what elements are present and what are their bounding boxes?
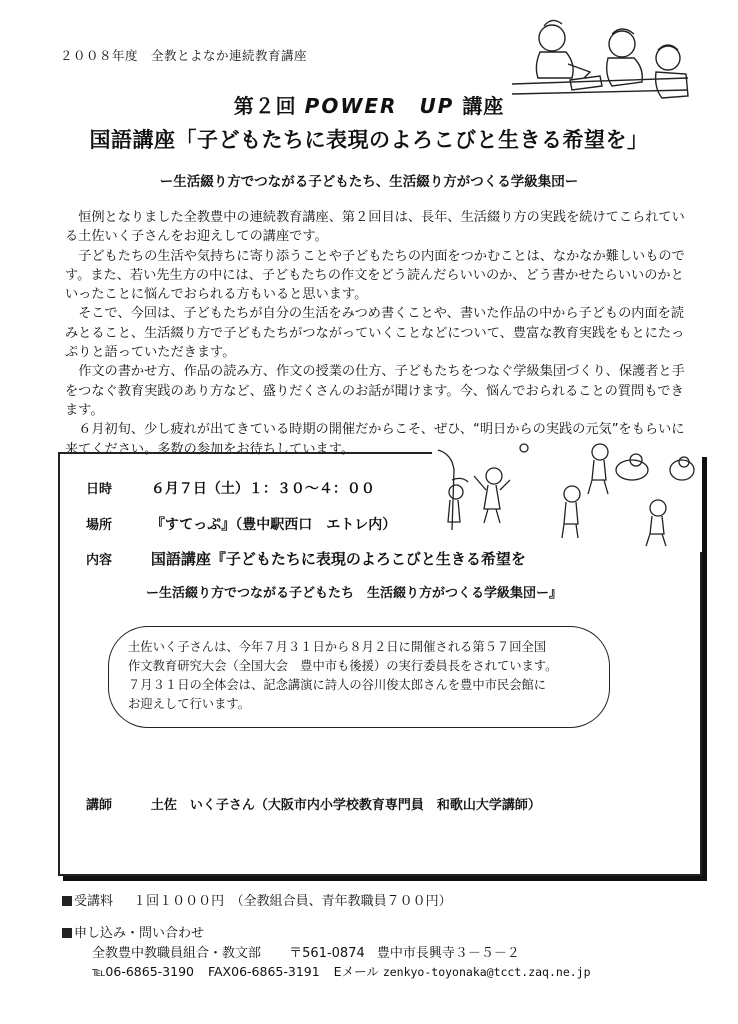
content-value: 国語講座『子どもたちに表現のよろこびと生きる希望を xyxy=(150,550,526,568)
fee-label: 受講料 xyxy=(74,894,114,909)
course-series-header: ２００８年度 全教とよなか連続教育講座 xyxy=(60,48,308,63)
lecturer-row xyxy=(86,794,541,813)
date-row xyxy=(86,478,375,498)
contact-postal: 〒561-0874 xyxy=(289,946,365,961)
playing-children-illustration xyxy=(432,440,702,552)
note-line: お迎えして行います。 xyxy=(128,697,250,711)
content-subtitle: ー生活綴り方でつながる子どもたち 生活綴り方がつくる学級集団ー』 xyxy=(146,586,563,601)
intro-paragraph: 子どもたちの生活や気持ちに寄り添うことや子どもたちの内面をつかむことは、なかなか難しいものです。また、若い先生方の中には、子どもたちの作文をどう読んだらいいのか、どう書かせたらいいのかといったことに悩んでおられる方もいると思います。 xyxy=(65,248,685,303)
bullet-square-icon xyxy=(62,896,72,906)
contact-address: 豊中市長興寺３－５－２ xyxy=(376,946,520,961)
contact-address-line xyxy=(92,942,520,961)
lecture-title: 国語講座「子どもたちに表現のよろこびと生きる希望を」 xyxy=(89,128,649,152)
event-title-prefix: 第２回 xyxy=(233,94,297,118)
contact-tel: ℡06-6865-3190 xyxy=(92,964,194,979)
place-row xyxy=(86,514,396,534)
contact-org: 全教豊中教職員組合・教文部 xyxy=(92,946,262,961)
bullet-square-icon xyxy=(62,928,72,938)
contact-phone-line xyxy=(92,962,591,980)
fee-line xyxy=(62,890,452,909)
event-title-english: POWER UP xyxy=(304,94,455,118)
contact-label: 申し込み・問い合わせ xyxy=(74,926,205,941)
intro-paragraph: 作文の書かせ方、作品の読み方、作文の授業の仕方、子どもたちをつなぐ学級集団づくり、保護者と手をつなぐ教育実践のあり方など、盛りだくさんのお話が聞けます。今、悩んでおられることの質問もできます。 xyxy=(65,364,685,418)
note-line: 作文教育研究大会（全国大会 豊中市も後援）の実行委員長をされています。 xyxy=(128,659,558,673)
lecturer-value: 土佐 いく子さん（大阪市内小学校教育専門員 和歌山大学講師） xyxy=(150,798,541,813)
place-label: 場所 xyxy=(86,518,113,533)
intro-paragraph: 恒例となりました全教豊中の連続教育講座、第２回目は、長年、生活綴り方の実践を続けてこられている土佐いく子さんをお迎えしての講座です。 xyxy=(65,210,685,245)
date-value: ６月７日（土）１：３０～４：００ xyxy=(150,481,375,497)
intro-paragraph: そこで、今回は、子どもたちが自分の生活をみつめ書くことや、書いた作品の中から子どもの内面を読みとること、生活綴り方で子どもたちがつながっていくことなどについて、豊富な教育実践をもとにたっぷりと語っていただきます。 xyxy=(65,306,685,361)
contact-fax: FAX06-6865-3191 xyxy=(207,964,320,979)
note-line: ７月３１日の全体会は、記念講演に詩人の谷川俊太郎さんを豊中市民会館に xyxy=(128,678,547,692)
contact-heading xyxy=(62,922,204,941)
event-title-suffix: 講座 xyxy=(462,94,505,118)
place-value: 『すてっぷ』（豊中駅西口 エトレ内） xyxy=(150,517,397,533)
intro-text xyxy=(65,208,690,459)
intro-paragraph: ６月初旬、少し疲れが出てきている時期の開催だからこそ、ぜひ、“明日からの実践の元気”をもらいに来てください。多数の参加をお待ちしています。 xyxy=(65,422,685,457)
lecturer-label: 講師 xyxy=(86,798,113,813)
event-title xyxy=(0,90,738,119)
contact-email-label: Eメール xyxy=(333,964,379,979)
lecturer-note xyxy=(128,638,608,714)
content-row xyxy=(86,548,526,569)
note-line: 土佐いく子さんは、今年７月３１日から８月２日に開催される第５７回全国 xyxy=(128,640,547,654)
lecture-subtitle: ー生活綴り方でつながる子どもたち、生活綴り方がつくる学級集団ー xyxy=(159,174,579,190)
content-label: 内容 xyxy=(86,553,113,568)
fee-value: １回１０００円 （全教組合員、青年教職員７００円） xyxy=(133,894,452,909)
date-label: 日時 xyxy=(86,482,113,497)
contact-email[interactable]: zenkyo-toyonaka@tcct.zaq.ne.jp xyxy=(382,965,591,979)
